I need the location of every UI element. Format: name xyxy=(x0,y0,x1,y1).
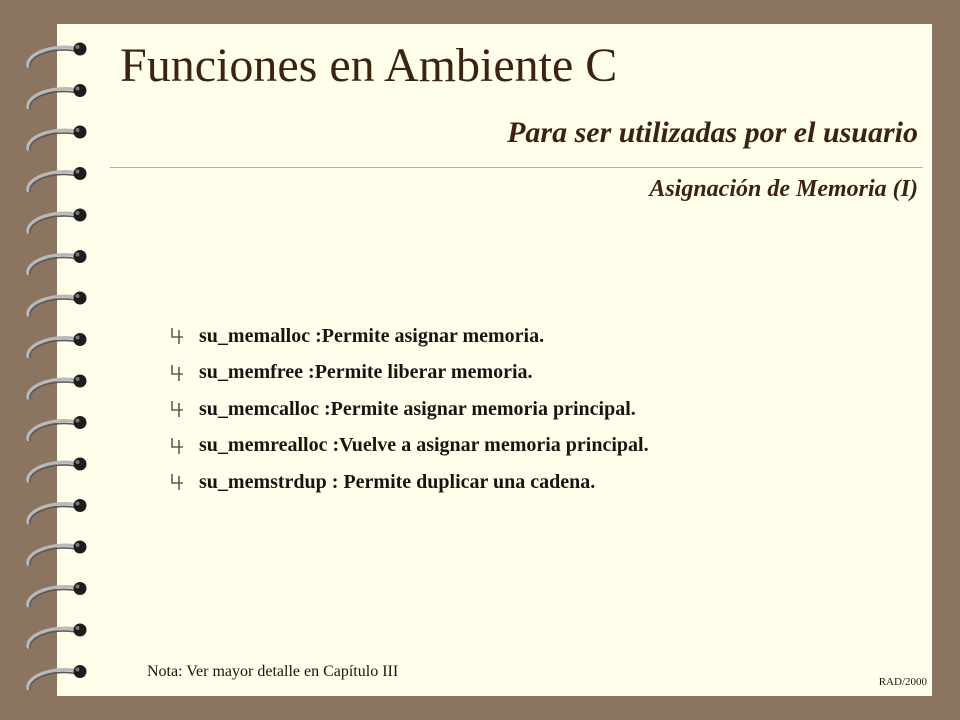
spiral-ring xyxy=(28,541,87,566)
spiral-ring xyxy=(28,624,87,649)
spiral-ring xyxy=(28,43,87,68)
bullet-text: su_memcalloc :Permite asignar memoria principal. xyxy=(199,397,636,420)
spiral-ring xyxy=(28,250,87,275)
spiral-ring xyxy=(28,375,87,400)
spiral-ring xyxy=(28,126,87,151)
pencil-checkmark-icon xyxy=(170,326,186,346)
section-heading: Asignación de Memoria (I) xyxy=(649,176,918,202)
slide-title: Funciones en Ambiente C xyxy=(120,39,618,92)
spiral-ring xyxy=(28,458,87,483)
bullet-list xyxy=(170,318,649,501)
footer-credit: RAD/2000 xyxy=(878,676,927,688)
spiral-ring xyxy=(28,84,87,109)
spiral-ring xyxy=(28,292,87,317)
spiral-ring xyxy=(28,167,87,192)
list-item xyxy=(170,464,649,501)
list-item xyxy=(170,428,649,465)
spiral-ring xyxy=(28,665,87,690)
list-item xyxy=(170,391,649,428)
list-item xyxy=(170,318,649,355)
slide-subtitle: Para ser utilizadas por el usuario xyxy=(507,116,918,149)
spiral-ring xyxy=(28,582,87,607)
bullet-text: su_memfree :Permite liberar memoria. xyxy=(199,361,533,384)
pencil-checkmark-icon xyxy=(170,363,186,383)
spiral-ring xyxy=(28,499,87,524)
spiral-binding xyxy=(0,0,110,720)
pencil-checkmark-icon xyxy=(170,472,186,492)
bullet-text: su_memstrdup : Permite duplicar una cadena. xyxy=(199,470,596,493)
list-item xyxy=(170,355,649,392)
pencil-checkmark-icon xyxy=(170,436,186,456)
bullet-text: su_memrealloc :Vuelve a asignar memoria principal. xyxy=(199,434,649,457)
divider-line xyxy=(110,167,923,168)
spiral-ring xyxy=(28,333,87,358)
spiral-ring xyxy=(28,209,87,234)
bullet-text: su_memalloc :Permite asignar memoria. xyxy=(199,324,545,347)
spiral-ring xyxy=(28,416,87,441)
pencil-checkmark-icon xyxy=(170,399,186,419)
footnote: Nota: Ver mayor detalle en Capítulo III xyxy=(147,663,399,680)
